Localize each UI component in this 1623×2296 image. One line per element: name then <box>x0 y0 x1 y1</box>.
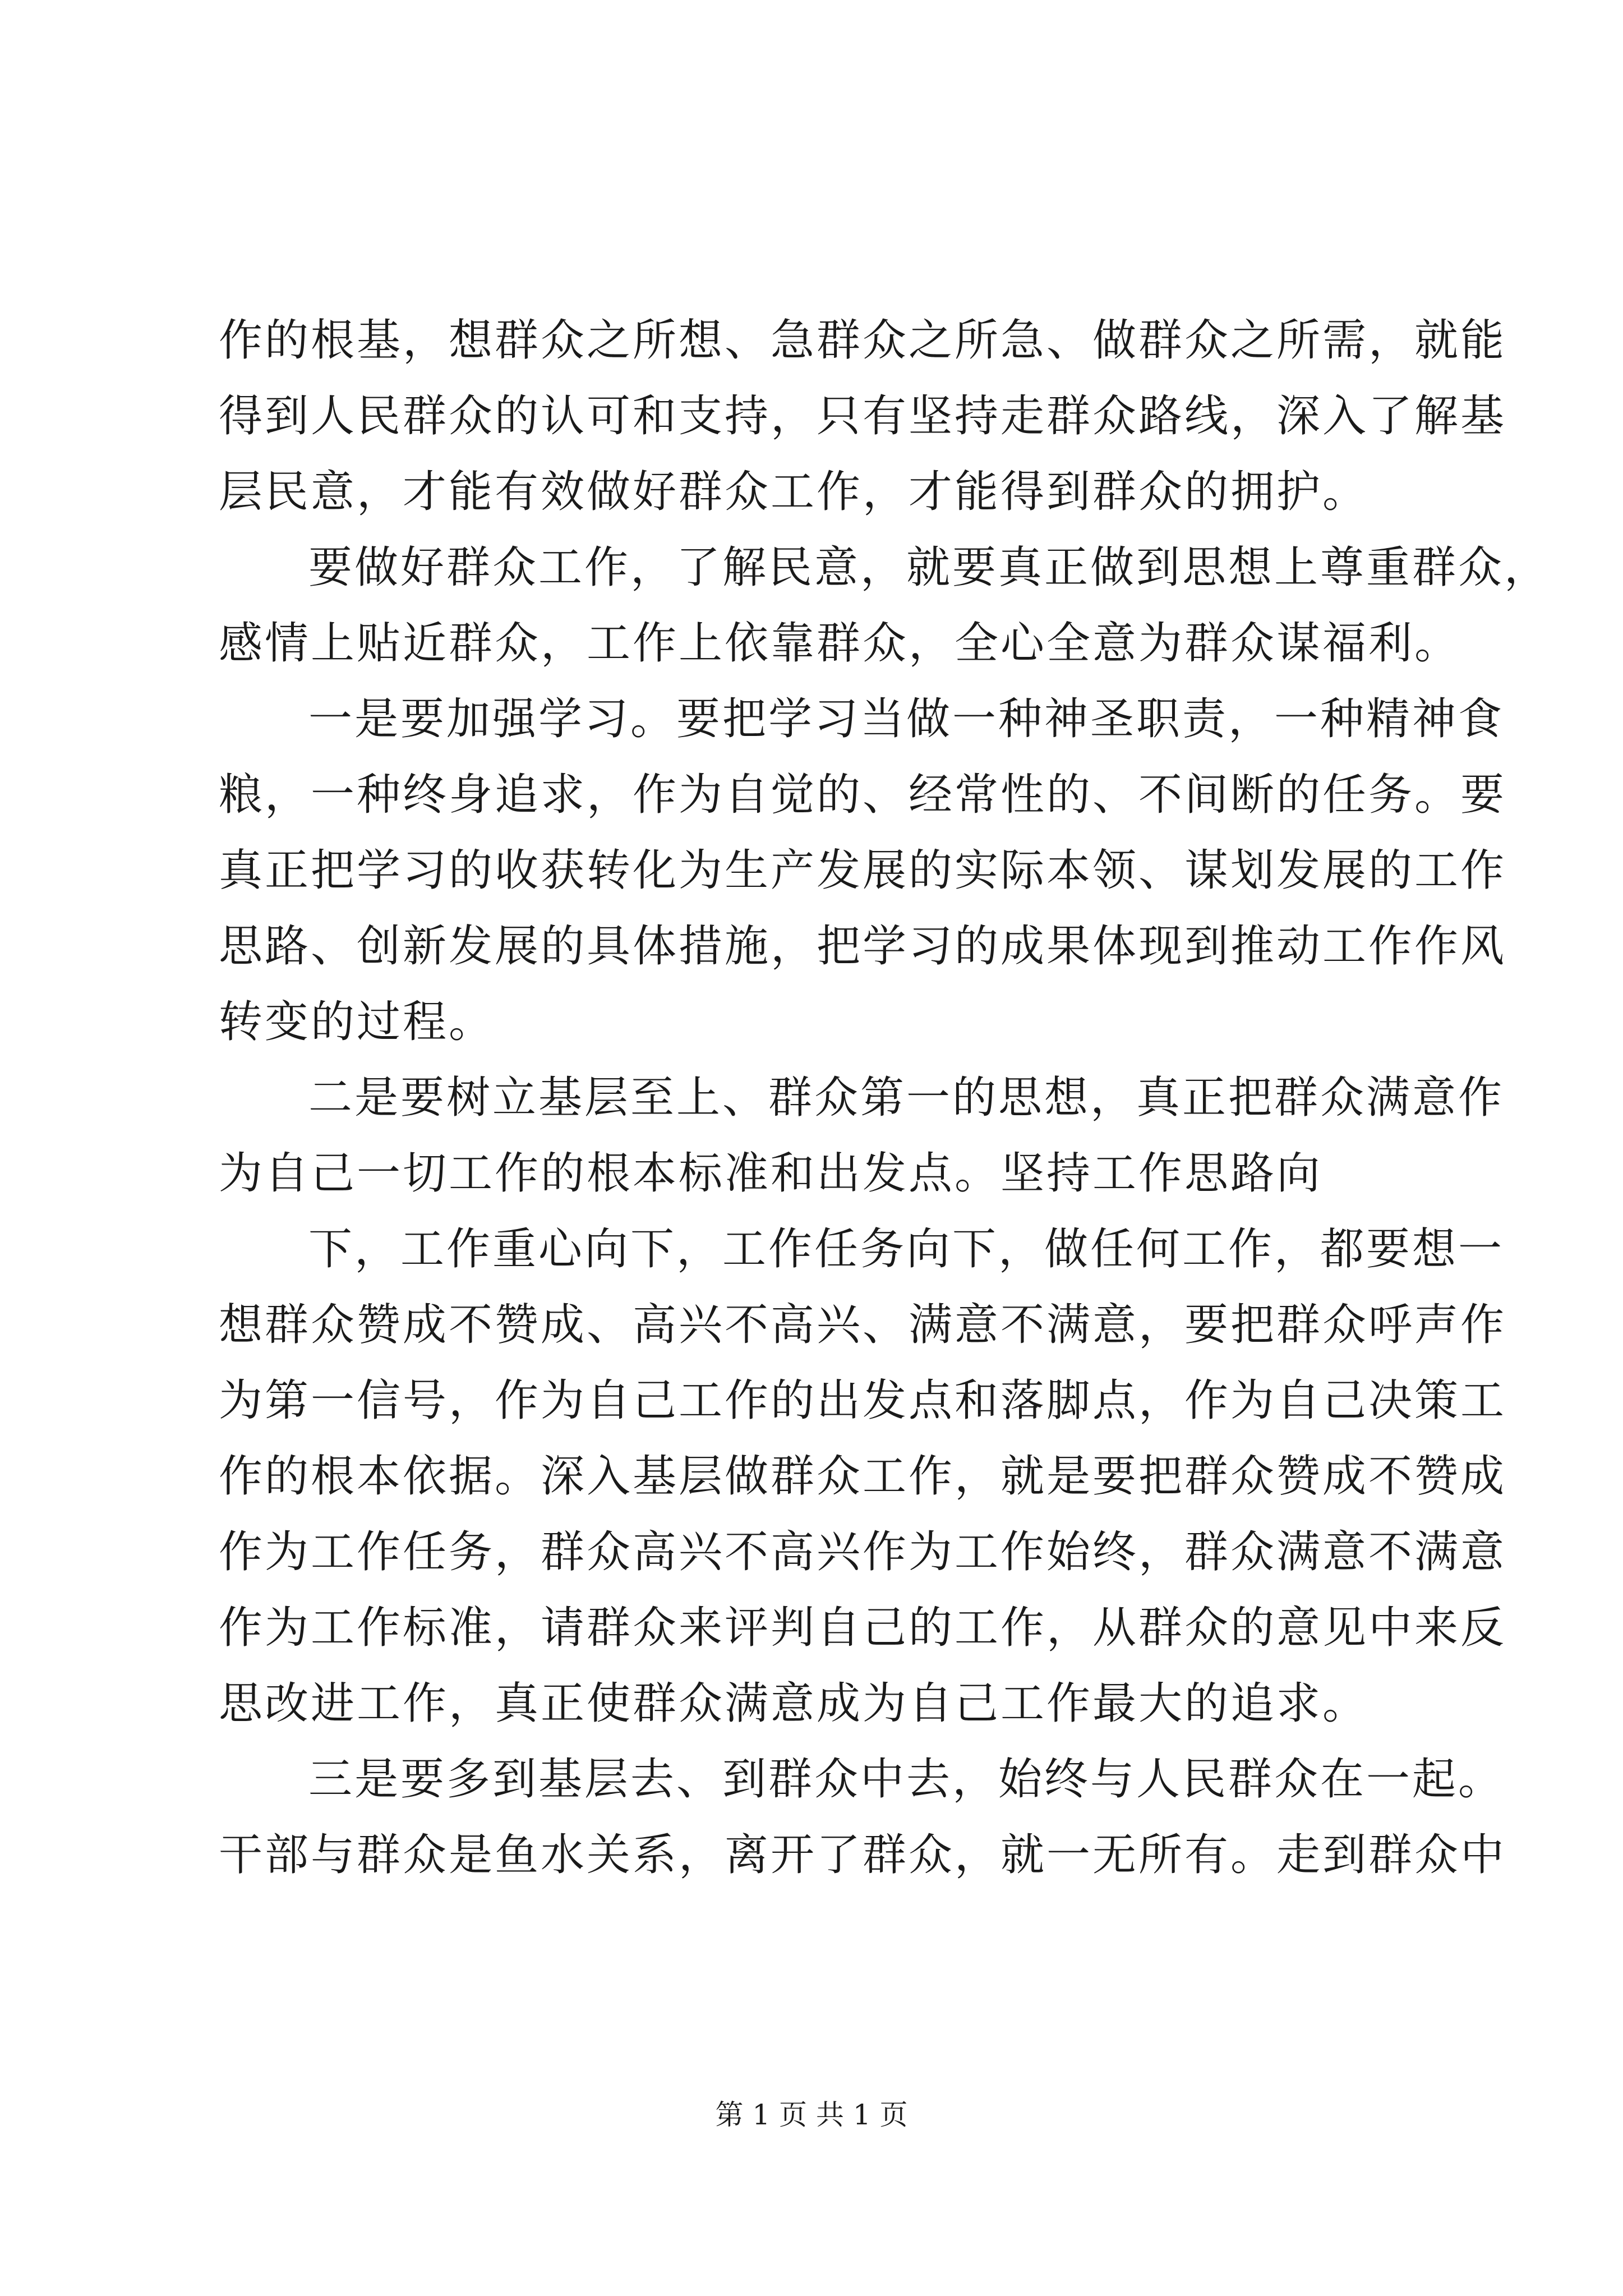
text-line: 想群众赞成不赞成、高兴不高兴、满意不满意，要把群众呼声作 <box>219 1300 1507 1350</box>
paragraph-first-line: 一是要加强学习。要把学习当做一种神圣职责，一种精神食 <box>308 694 1505 744</box>
text-line: 干部与群众是鱼水关系，离开了群众，就一无所有。走到群众中 <box>219 1830 1507 1880</box>
paragraph-first-line: 二是要树立基层至上、群众第一的思想，真正把群众满意作 <box>308 1073 1505 1123</box>
page-number-label: 第 1 页 共 1 页 <box>715 2099 908 2131</box>
text-line: 为第一信号，作为自己工作的出发点和落脚点，作为自己决策工 <box>219 1375 1507 1426</box>
text-line: 作为工作任务，群众高兴不高兴作为工作始终，群众满意不满意 <box>219 1527 1507 1577</box>
page-footer <box>0 2095 1623 2134</box>
paragraph-first-line: 要做好群众工作，了解民意，就要真正做到思想上尊重群众， <box>308 542 1551 593</box>
text-line: 思路、创新发展的具体措施，把学习的成果体现到推动工作作风 <box>219 921 1507 972</box>
text-line: 粮，一种终身追求，作为自觉的、经常性的、不间断的任务。要 <box>219 770 1507 820</box>
text-line: 感情上贴近群众，工作上依靠群众，全心全意为群众谋福利。 <box>219 618 1461 669</box>
text-line: 思改进工作，真正使群众满意成为自己工作最大的追求。 <box>219 1678 1369 1729</box>
paragraph-first-line: 三是要多到基层去、到群众中去，始终与人民群众在一起。 <box>308 1754 1505 1805</box>
paragraph-first-line: 下，工作重心向下，工作任务向下，做任何工作，都要想一 <box>308 1224 1505 1274</box>
body-text <box>219 303 1551 1893</box>
text-line: 作为工作标准，请群众来评判自己的工作，从群众的意见中来反 <box>219 1603 1507 1653</box>
text-line: 得到人民群众的认可和支持，只有坚持走群众路线，深入了解基 <box>219 391 1507 441</box>
text-line: 真正把学习的收获转化为生产发展的实际本领、谋划发展的工作 <box>219 845 1507 896</box>
text-line: 转变的过程。 <box>219 997 495 1047</box>
text-line: 为自己一切工作的根本标准和出发点。坚持工作思路向 <box>219 1148 1323 1199</box>
text-line: 作的根本依据。深入基层做群众工作，就是要把群众赞成不赞成 <box>219 1451 1507 1502</box>
text-line: 层民意，才能有效做好群众工作，才能得到群众的拥护。 <box>219 467 1369 517</box>
text-line: 作的根基，想群众之所想、急群众之所急、做群众之所需，就能 <box>219 315 1507 366</box>
